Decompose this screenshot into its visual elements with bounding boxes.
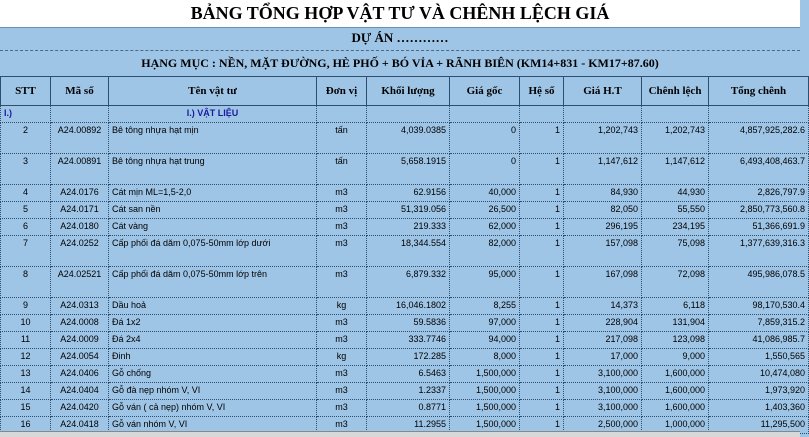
cell-coef[interactable]: 1 xyxy=(520,383,564,400)
cell-unit[interactable]: m3 xyxy=(317,219,367,236)
cell-coef[interactable]: 1 xyxy=(520,123,564,154)
cell-stt[interactable]: 4 xyxy=(1,185,51,202)
cell[interactable] xyxy=(450,106,520,123)
cell-total[interactable]: 7,859,315.2 xyxy=(709,315,809,332)
sheet-tabs-strip xyxy=(0,431,800,437)
cell-base[interactable]: 82,000 xyxy=(450,236,520,267)
col-base-price[interactable]: Giá gốc xyxy=(450,77,520,106)
cell-diff[interactable]: 1,202,743 xyxy=(642,123,709,154)
cell-diff[interactable]: 123,098 xyxy=(642,332,709,349)
cell-price[interactable]: 157,098 xyxy=(564,236,642,267)
cell-stt[interactable]: 6 xyxy=(1,219,51,236)
cell-name[interactable]: Đá 1x2 xyxy=(109,315,317,332)
col-coef[interactable]: Hệ số xyxy=(520,77,564,106)
table-row xyxy=(1,366,809,383)
cell[interactable] xyxy=(367,106,450,123)
cell-diff[interactable]: 131,904 xyxy=(642,315,709,332)
header-row xyxy=(1,77,809,106)
cell-code[interactable]: A24.00892 xyxy=(51,123,109,154)
cell-total[interactable]: 51,366,691.9 xyxy=(709,219,809,236)
cell-diff[interactable]: 1,147,612 xyxy=(642,154,709,185)
col-code[interactable]: Mã số xyxy=(51,77,109,106)
cell-coef[interactable]: 1 xyxy=(520,154,564,185)
cell-stt[interactable]: 10 xyxy=(1,315,51,332)
cell-price[interactable]: 228,904 xyxy=(564,315,642,332)
cell-qty[interactable]: 5,658.1915 xyxy=(367,154,450,185)
cell-unit[interactable]: m3 xyxy=(317,202,367,219)
cell-price[interactable]: 167,098 xyxy=(564,267,642,298)
cell-unit[interactable]: m3 xyxy=(317,383,367,400)
cell-unit[interactable]: m3 xyxy=(317,417,367,434)
cell-unit[interactable]: m3 xyxy=(317,366,367,383)
col-diff[interactable]: Chênh lệch xyxy=(642,77,709,106)
cell-name[interactable]: Gỗ đà nẹp nhóm V, VI xyxy=(109,383,317,400)
cell-base[interactable]: 0 xyxy=(450,123,520,154)
cell-name[interactable]: Đinh xyxy=(109,349,317,366)
cell-base[interactable]: 94,000 xyxy=(450,332,520,349)
cell-total[interactable]: 10,474,080 xyxy=(709,366,809,383)
cell-price[interactable]: 296,195 xyxy=(564,219,642,236)
materials-table xyxy=(0,76,809,434)
table-row xyxy=(1,383,809,400)
cell-name[interactable]: Gỗ chống xyxy=(109,366,317,383)
cell-base[interactable]: 1,500,000 xyxy=(450,366,520,383)
cell-diff[interactable]: 55,550 xyxy=(642,202,709,219)
cell[interactable] xyxy=(520,106,564,123)
cell-coef[interactable]: 1 xyxy=(520,185,564,202)
section-row xyxy=(1,106,809,123)
cell-base[interactable]: 62,000 xyxy=(450,219,520,236)
cell-qty[interactable]: 6,879.332 xyxy=(367,267,450,298)
cell-base[interactable]: 95,000 xyxy=(450,267,520,298)
cell-base[interactable]: 97,000 xyxy=(450,315,520,332)
table-row xyxy=(1,349,809,366)
cell-unit[interactable]: m3 xyxy=(317,236,367,267)
cell-name[interactable]: Cấp phối đá dăm 0,075-50mm lớp trên xyxy=(109,267,317,298)
divider xyxy=(0,50,800,51)
col-qty[interactable]: Khối lượng xyxy=(367,77,450,106)
cell-price[interactable]: 3,100,000 xyxy=(564,366,642,383)
cell-qty[interactable]: 1.2337 xyxy=(367,383,450,400)
cell-total[interactable]: 98,170,530.4 xyxy=(709,298,809,315)
cell-price[interactable]: 84,930 xyxy=(564,185,642,202)
cell-total[interactable]: 2,826,797.9 xyxy=(709,185,809,202)
cell-base[interactable]: 1,500,000 xyxy=(450,383,520,400)
cell-name[interactable]: Cấp phối đá dăm 0,075-50mm lớp dưới xyxy=(109,236,317,267)
cell-qty[interactable]: 51,319.056 xyxy=(367,202,450,219)
cell-code[interactable]: A24.00891 xyxy=(51,154,109,185)
col-stt[interactable]: STT xyxy=(1,77,51,106)
cell-qty[interactable]: 16,046.1802 xyxy=(367,298,450,315)
cell-qty[interactable]: 62.9156 xyxy=(367,185,450,202)
cell-stt[interactable]: 9 xyxy=(1,298,51,315)
cell-coef[interactable]: 1 xyxy=(520,332,564,349)
cell-unit[interactable]: m3 xyxy=(317,400,367,417)
table-row xyxy=(1,219,809,236)
cell-code[interactable]: A24.0054 xyxy=(51,349,109,366)
cell-price[interactable]: 217,098 xyxy=(564,332,642,349)
cell-code[interactable]: A24.0406 xyxy=(51,366,109,383)
cell-diff[interactable]: 234,195 xyxy=(642,219,709,236)
cell-unit[interactable]: m3 xyxy=(317,185,367,202)
cell[interactable] xyxy=(51,106,109,123)
cell-code[interactable]: A24.0171 xyxy=(51,202,109,219)
cell-name[interactable]: Cát vàng xyxy=(109,219,317,236)
cell-stt[interactable]: 12 xyxy=(1,349,51,366)
cell-diff[interactable]: 1,000,000 xyxy=(642,417,709,434)
cell-qty[interactable]: 6.5463 xyxy=(367,366,450,383)
col-unit[interactable]: Đơn vị xyxy=(317,77,367,106)
cell-qty[interactable]: 4,039.0385 xyxy=(367,123,450,154)
cell-stt[interactable]: 11 xyxy=(1,332,51,349)
cell-total[interactable]: 1,973,920 xyxy=(709,383,809,400)
cell-stt[interactable]: 7 xyxy=(1,236,51,267)
cell-total[interactable]: 1,377,639,316.3 xyxy=(709,236,809,267)
cell-coef[interactable]: 1 xyxy=(520,349,564,366)
cell-name[interactable]: Dầu hoả xyxy=(109,298,317,315)
table-row xyxy=(1,400,809,417)
cell-diff[interactable]: 44,930 xyxy=(642,185,709,202)
cell-total[interactable]: 495,986,078.5 xyxy=(709,267,809,298)
cell-base[interactable]: 26,500 xyxy=(450,202,520,219)
col-name[interactable]: Tên vật tư xyxy=(109,77,317,106)
cell-total[interactable]: 6,493,408,463.7 xyxy=(709,154,809,185)
cell-code[interactable]: A24.0009 xyxy=(51,332,109,349)
cell-stt[interactable]: 2 xyxy=(1,123,51,154)
cell-total[interactable]: 1,403,360 xyxy=(709,400,809,417)
cell-stt[interactable]: 13 xyxy=(1,366,51,383)
section-name[interactable]: I.) VẬT LIỆU xyxy=(109,106,317,123)
table-row xyxy=(1,315,809,332)
table-row xyxy=(1,202,809,219)
cell-base[interactable]: 40,000 xyxy=(450,185,520,202)
cell-coef[interactable]: 1 xyxy=(520,417,564,434)
table-row xyxy=(1,267,809,298)
cell-stt[interactable]: 15 xyxy=(1,400,51,417)
col-total-diff[interactable]: Tổng chênh xyxy=(709,77,809,106)
cell-price[interactable]: 14,373 xyxy=(564,298,642,315)
cell-total[interactable]: 2,850,773,560.8 xyxy=(709,202,809,219)
cell-diff[interactable]: 1,600,000 xyxy=(642,400,709,417)
cell-price[interactable]: 1,147,612 xyxy=(564,154,642,185)
cell-code[interactable]: A24.0252 xyxy=(51,236,109,267)
cell-qty[interactable]: 11.2955 xyxy=(367,417,450,434)
cell-price[interactable]: 82,050 xyxy=(564,202,642,219)
sheet-title: BẢNG TỔNG HỢP VẬT TƯ VÀ CHÊNH LỆCH GIÁ xyxy=(0,0,800,28)
cell-qty[interactable]: 0.8771 xyxy=(367,400,450,417)
cell-name[interactable]: Bê tông nhựa hạt mịn xyxy=(109,123,317,154)
cell-price[interactable]: 3,100,000 xyxy=(564,400,642,417)
table-row xyxy=(1,332,809,349)
cell[interactable] xyxy=(564,106,642,123)
cell-qty[interactable]: 59.5836 xyxy=(367,315,450,332)
cell-coef[interactable]: 1 xyxy=(520,315,564,332)
cell-name[interactable]: Cát mịn ML=1,5-2,0 xyxy=(109,185,317,202)
cell-code[interactable]: A24.02521 xyxy=(51,267,109,298)
cell-stt[interactable]: 16 xyxy=(1,417,51,434)
cell-total[interactable]: 1,550,565 xyxy=(709,349,809,366)
cell-stt[interactable]: 5 xyxy=(1,202,51,219)
cell-price[interactable]: 1,202,743 xyxy=(564,123,642,154)
cell-qty[interactable]: 172.285 xyxy=(367,349,450,366)
cell-coef[interactable]: 1 xyxy=(520,202,564,219)
cell-name[interactable]: Đá 2x4 xyxy=(109,332,317,349)
cell-code[interactable]: A24.0180 xyxy=(51,219,109,236)
cell-price[interactable]: 2,500,000 xyxy=(564,417,642,434)
cell-base[interactable]: 1,500,000 xyxy=(450,417,520,434)
cell-code[interactable]: A24.0418 xyxy=(51,417,109,434)
project-label: DỰ ÁN ………… xyxy=(351,30,449,45)
cell-base[interactable]: 0 xyxy=(450,154,520,185)
cell-unit[interactable]: tấn xyxy=(317,123,367,154)
cell-code[interactable]: A24.0404 xyxy=(51,383,109,400)
cell-coef[interactable]: 1 xyxy=(520,400,564,417)
cell-qty[interactable]: 219.333 xyxy=(367,219,450,236)
cell-diff[interactable]: 72,098 xyxy=(642,267,709,298)
table-row xyxy=(1,236,809,267)
cell-diff[interactable]: 1,600,000 xyxy=(642,366,709,383)
cell-code[interactable]: A24.0420 xyxy=(51,400,109,417)
cell-price[interactable]: 17,000 xyxy=(564,349,642,366)
table-row xyxy=(1,154,809,185)
cell-code[interactable]: A24.0176 xyxy=(51,185,109,202)
cell-price[interactable]: 3,100,000 xyxy=(564,383,642,400)
table-row xyxy=(1,123,809,154)
cell-name[interactable]: Cát san nền xyxy=(109,202,317,219)
cell-name[interactable]: Bê tông nhựa hạt trung xyxy=(109,154,317,185)
cell-name[interactable]: Gỗ ván nhóm V, VI xyxy=(109,417,317,434)
cell[interactable] xyxy=(709,106,809,123)
cell-code[interactable]: A24.0313 xyxy=(51,298,109,315)
cell-qty[interactable]: 18,344.554 xyxy=(367,236,450,267)
cell-name[interactable]: Gỗ ván ( cả nẹp) nhóm V, VI xyxy=(109,400,317,417)
col-current-price[interactable]: Giá H.T xyxy=(564,77,642,106)
cell[interactable] xyxy=(642,106,709,123)
section-stt[interactable]: I.) xyxy=(1,106,51,123)
cell-coef[interactable]: 1 xyxy=(520,366,564,383)
cell[interactable] xyxy=(317,106,367,123)
cell-base[interactable]: 8,255 xyxy=(450,298,520,315)
cell-unit[interactable]: tấn xyxy=(317,154,367,185)
cell-diff[interactable]: 6,118 xyxy=(642,298,709,315)
cell-diff[interactable]: 75,098 xyxy=(642,236,709,267)
cell-total[interactable]: 41,086,985.7 xyxy=(709,332,809,349)
table-row xyxy=(1,185,809,202)
cell-unit[interactable]: m3 xyxy=(317,315,367,332)
cell-unit[interactable]: kg xyxy=(317,298,367,315)
cell-unit[interactable]: m3 xyxy=(317,332,367,349)
cell-stt[interactable]: 14 xyxy=(1,383,51,400)
cell-code[interactable]: A24.0008 xyxy=(51,315,109,332)
cell-stt[interactable]: 3 xyxy=(1,154,51,185)
cell-base[interactable]: 1,500,000 xyxy=(450,400,520,417)
cell-diff[interactable]: 1,600,000 xyxy=(642,383,709,400)
cell-total[interactable]: 11,295,500 xyxy=(709,417,809,434)
cell-stt[interactable]: 8 xyxy=(1,267,51,298)
cell-qty[interactable]: 333.7746 xyxy=(367,332,450,349)
cell-coef[interactable]: 1 xyxy=(520,219,564,236)
cell-unit[interactable]: kg xyxy=(317,349,367,366)
cell-coef[interactable]: 1 xyxy=(520,298,564,315)
cell-base[interactable]: 8,000 xyxy=(450,349,520,366)
cell-coef[interactable]: 1 xyxy=(520,267,564,298)
cell-unit[interactable]: m3 xyxy=(317,267,367,298)
cell-total[interactable]: 4,857,925,282.6 xyxy=(709,123,809,154)
table-row xyxy=(1,298,809,315)
cell-coef[interactable]: 1 xyxy=(520,236,564,267)
cell-diff[interactable]: 9,000 xyxy=(642,349,709,366)
work-item-label: HẠNG MỤC : NỀN, MẶT ĐƯỜNG, HÈ PHỐ + BÓ VỈA + RÃNH BIÊN (KM14+831 - KM17+87.60) xyxy=(141,56,659,70)
